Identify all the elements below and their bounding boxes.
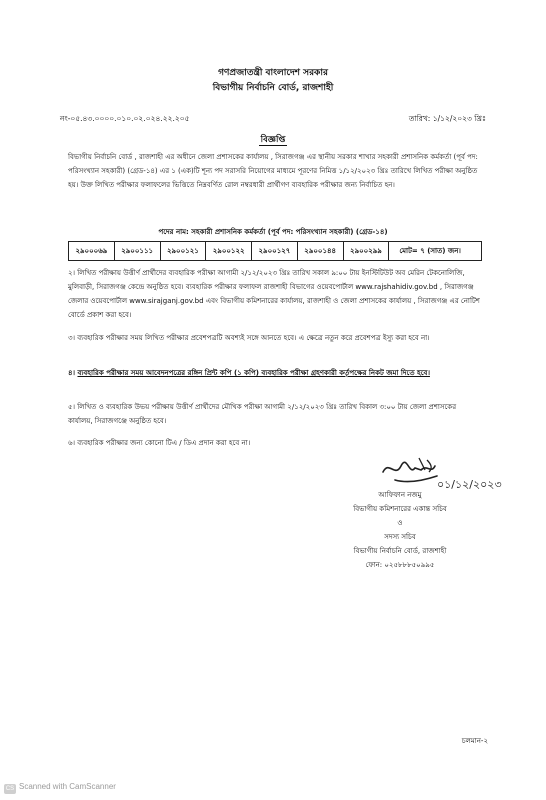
notice-title-text: বিজ্ঞপ্তি	[260, 135, 286, 145]
roll-cell: ২৯০০১১১	[114, 242, 160, 261]
roll-cell: ২৯০০১২১	[160, 242, 206, 261]
roll-total-cell: মোট= ৭ (সাত) জন।	[389, 242, 482, 261]
roll-number-table	[68, 241, 482, 261]
signatory-title-2: সদস্য সচিব	[384, 533, 416, 541]
camscanner-logo-icon: CS	[5, 786, 15, 792]
paragraph-intro: বিভাগীয় নির্বাচনি বোর্ড , রাজশাহী এর অধীনে জেলা প্রশাসকের কার্যালয় , সিরাজগঞ্জ এর স্থানীয় সরকার শাখার সহকারী প্রশাসনিক কর্মকর্তা (পূর্ব পদ: পরিসংখ্যান সহকারী) (গ্রেড-১৪) এর ১ (এক)টি শূন্য পদ সরাসরি নিয়োগের মাধ্যমে পূরণের নিমিত্ত ১/১২/২০২৩ খ্রিঃ তারিখে লিখিত পরীক্ষা অনুষ্ঠিত হয়। উক্ত লিখিত পরীক্ষার ফলাফলের ভিত্তিতে নিম্নবর্ণিত রোল নম্বরধারী প্রার্থীগণ ব্যবহারিক পরীক্ষার জন্য নির্বাচিত হন।	[68, 153, 478, 189]
scanner-watermark	[4, 782, 116, 794]
post-title: পদের নাম: সহকারী প্রশাসনিক কর্মকর্তা (পূর্ব পদ: পরিসংখ্যান সহকারী) (গ্রেড-১৪)	[158, 228, 388, 236]
table-row	[69, 242, 482, 261]
roll-cell: ২৯০০০৬৯	[69, 242, 115, 261]
roll-cell: ২৯০০১৪৪	[297, 242, 343, 261]
memo-date: তারিখ: ১/১২/২০২৩ খ্রিঃ	[408, 114, 486, 123]
paragraph-4-text: ব্যবহারিক পরীক্ষার সময় আবেদনপত্রের রঙ্গিন প্রিন্ট কপি (১ কপি) ব্যবহারিক পরীক্ষা গ্রহণকারী কর্তৃপক্ষের নিকট জমা দিতে হবে।	[77, 369, 430, 377]
signatory-block	[300, 488, 500, 572]
paragraph-4	[68, 366, 482, 380]
signatory-phone: ফোন: ০২৫৮৮৮৫০৯৯৫	[365, 561, 435, 569]
signatory-conjunction: ও	[397, 519, 403, 527]
roll-cell: ২৯০০১২৭	[252, 242, 298, 261]
signatory-office: বিভাগীয় নির্বাচনি বোর্ড, রাজশাহী	[353, 547, 447, 555]
signature-date: ০১/১২/২০২৩	[437, 478, 502, 491]
government-header: গণপ্রজাতন্ত্রী বাংলাদেশ সরকার	[218, 68, 328, 78]
roll-cell: ২৯০০২৯৯	[343, 242, 389, 261]
memo-number: নং-০৫.৪৩.০০০০.০১০.০২.০২৪.২২.২০৫	[60, 114, 190, 123]
paragraph-2: ২। লিখিত পরীক্ষায় উত্তীর্ণ প্রার্থীদের ব্যবহারিক পরীক্ষা আগামী ২/১২/২০২৩ খ্রিঃ তারিখ সকাল ৯:০০ টায় ইনস্টিটিউট অব মেরিন টেকনোলিজি, মুলিবাড়ী, সিরাজগঞ্জ কেন্দ্রে অনুষ্ঠিত হবে। ব্যবহারিক পরীক্ষার ফলাফল রাজশাহী বিভাগের ওয়েবপোর্টাল www.rajshahidiv.gov.bd , সিরাজগঞ্জ জেলার ওয়েবপোর্টাল www.sirajganj.gov.bd এবং বিভাগীয় কমিশনারের কার্যালয়, রাজশাহী ও জেলা প্রশাসকের কার্যালয় , সিরাজগঞ্জ এর নোটিশ বোর্ডে প্রকাশ করা হবে।	[68, 269, 480, 319]
scanner-watermark-text: Scanned with CamScanner	[19, 782, 116, 791]
paragraph-4-number: ৪।	[68, 369, 76, 377]
signatory-name: আফিফান নজমু	[378, 491, 422, 499]
notice-title	[0, 133, 546, 147]
paragraph-5: ৫। লিখিত ও ব্যবহারিক উভয় পরীক্ষায় উত্তীর্ণ প্রার্থীদের মৌখিক পরীক্ষা আগামী ২/১২/২০২৩ খ্রিঃ তারিখ বিকাল ৩:০০ টায় জেলা প্রশাসকের কার্যালয়, সিরাজগঞ্জে অনুষ্ঠিত হবে।	[68, 403, 457, 425]
board-header: বিভাগীয় নির্বাচনি বোর্ড, রাজশাহী	[212, 83, 334, 93]
roll-cell: ২৯০০১২২	[206, 242, 252, 261]
signatory-title: বিভাগীয় কমিশনারের একান্ত সচিব	[353, 505, 447, 513]
paragraph-6: ৬। ব্যবহারিক পরীক্ষার জন্য কোনো টিএ / ডিএ প্রদান করা হবে না।	[68, 439, 251, 447]
continued-marker: চলমান-২	[461, 737, 488, 745]
paragraph-3: ৩। ব্যবহারিক পরীক্ষার সময় লিখিত পরীক্ষার প্রবেশপত্রটি অবশ্যই সঙ্গে আনতে হবে। এ ক্ষেত্রে নতুন করে প্রবেশপত্র ইস্যু করা হবে না।	[68, 334, 430, 342]
